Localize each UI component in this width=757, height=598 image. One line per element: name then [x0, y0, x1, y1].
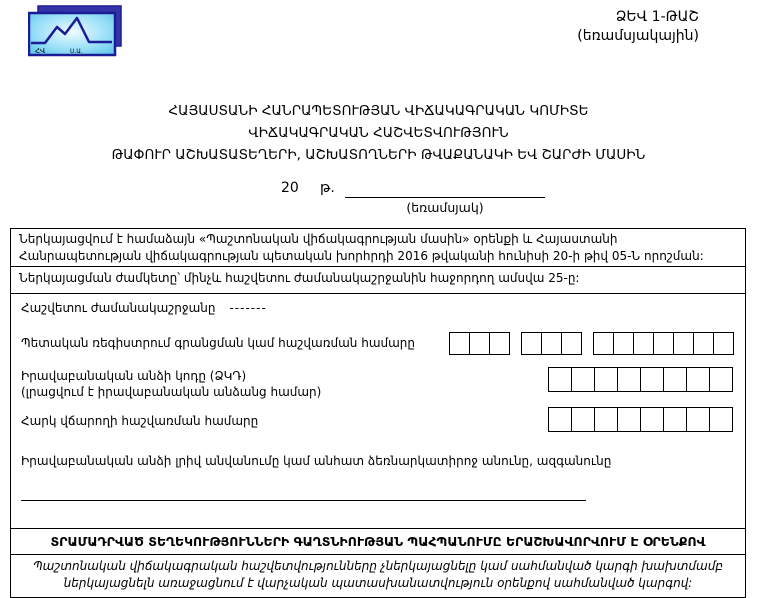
- taxpayer-number-cells[interactable]: [548, 407, 733, 432]
- liability-notice-text: Պաշտոնական վիճակագրական հաշվետվությունները չներկայացնելը կամ սահմանված կարգի խախտմամբ ներկայացնելն առաջացնում է վարչական պատասխանատվություն օրենքով սահմանված կարգով:: [33, 559, 723, 590]
- title-subject: ԹԱՓՈՒՐ ԱՇԽԱՏԱՏԵՂԵՐԻ, ԱՇԽԱՏՈՂՆԵՐԻ ԹՎԱՔԱՆԱԿԻ ԵՎ ՇԱՐԺԻ ՄԱՍԻՆ: [111, 147, 646, 163]
- fill-in-cell-group[interactable]: [593, 332, 734, 355]
- legal-basis-text: Ներկայացվում է համաձայն «Պաշտոնական վիճակագրության մասին» օրենքի և Հայաստանի Հանրապետության վիճակագրության պետական խորհրդի 2016 թվականի հունիսի 20-ի թիվ 05-Ն որոշման:: [19, 232, 704, 263]
- deadline-text: Ներկայացման ժամկետը՝ մինչև հաշվետու ժամանակաշրջանին հաջորդող ամսվա 25-ը:: [19, 271, 580, 285]
- fill-in-cell[interactable]: [521, 332, 542, 355]
- title-committee: ՀԱՅԱՍՏԱՆԻ ՀԱՆՐԱՊԵՏՈՒԹՅԱՆ ՎԻՃԱԿԱԳՐԱԿԱՆ ԿՈՄԻՏԵ: [168, 103, 589, 119]
- form-code: ՁԵՎ 1-ԹԱՇ: [615, 9, 699, 25]
- reporting-period-label: Հաշվետու ժամանակաշրջանը: [21, 301, 216, 315]
- fill-in-cell[interactable]: [713, 332, 734, 355]
- taxpayer-number-label: Հարկ վճարողի հաշվառման համարը: [21, 414, 259, 428]
- fill-in-cell[interactable]: [561, 332, 582, 355]
- fill-in-cell[interactable]: [686, 407, 710, 432]
- fill-in-cell[interactable]: [613, 332, 634, 355]
- quarter-caption: (եռամսյակ): [406, 200, 484, 215]
- confidentiality-notice-text: ՏՐԱՄԱԴՐՎԱԾ ՏԵՂԵԿՈՒԹՅՈՒՆՆԵՐԻ ԳԱՂՏՆԻՈՒԹՅԱՆ ՊԱՀՊԱՆՈՒՄԸ ԵՐԱՇԽԱՎՈՐՎՈՒՄ Է ՕՐԵՆՔՈՎ: [50, 534, 706, 549]
- fill-in-cell[interactable]: [489, 332, 510, 355]
- year-blank[interactable]: [300, 180, 316, 197]
- year-prefix: 20: [281, 180, 299, 196]
- fill-in-cell[interactable]: [653, 332, 674, 355]
- fill-in-cell[interactable]: [571, 367, 595, 392]
- identification-fields-box: [10, 293, 746, 529]
- fill-in-cell[interactable]: [686, 367, 710, 392]
- fill-in-cell[interactable]: [693, 332, 714, 355]
- fill-in-cell[interactable]: [571, 407, 595, 432]
- armstat-logo: [28, 5, 123, 57]
- reporting-period-value[interactable]: -------: [229, 301, 267, 315]
- entity-name-write-line[interactable]: [21, 477, 586, 501]
- form-periodicity: (եռամսյակային): [577, 28, 699, 44]
- fill-in-cell[interactable]: [673, 332, 694, 355]
- legal-entity-code-cells[interactable]: [548, 367, 733, 392]
- date-line: [0, 180, 757, 200]
- logo-label-left: ՀՎ: [35, 47, 46, 55]
- fill-in-cell[interactable]: [617, 367, 641, 392]
- fill-in-cell[interactable]: [548, 407, 572, 432]
- legal-entity-code-label-block: [21, 368, 441, 400]
- quarter-blank-line[interactable]: [345, 180, 545, 198]
- deadline-box: [10, 266, 746, 294]
- fill-in-cell[interactable]: [640, 367, 664, 392]
- fill-in-cell[interactable]: [594, 367, 618, 392]
- fill-in-cell[interactable]: [633, 332, 654, 355]
- fill-in-cell-group[interactable]: [521, 332, 582, 355]
- entity-name-label: Իրավաբանական անձի լրիվ անվանումը կամ անհատ ձեռնարկատիրոջ անունը, ազգանունը: [21, 454, 612, 468]
- fill-in-cell-group[interactable]: [548, 407, 733, 432]
- form-title-block: [0, 100, 757, 166]
- fill-in-cell[interactable]: [663, 407, 687, 432]
- form-code-block: [577, 8, 699, 46]
- fill-in-cell[interactable]: [709, 367, 733, 392]
- armstat-logo-graphic: [28, 5, 123, 57]
- fill-in-cell[interactable]: [663, 367, 687, 392]
- registry-number-label: Պետական ռեգիստրում գրանցման կամ հաշվառման համարը: [21, 336, 416, 350]
- legal-entity-code-label: Իրավաբանական անձի կոդը (ՁԿԴ): [21, 369, 247, 383]
- liability-notice-box: [10, 554, 746, 598]
- year-suffix: թ.: [320, 180, 335, 196]
- fill-in-cell[interactable]: [617, 407, 641, 432]
- legal-entity-code-note: (լրացվում է իրավաբանական անձանց համար): [21, 385, 322, 399]
- fill-in-cell-group[interactable]: [449, 332, 510, 355]
- fill-in-cell[interactable]: [548, 367, 572, 392]
- fill-in-cell[interactable]: [541, 332, 562, 355]
- fill-in-cell[interactable]: [469, 332, 490, 355]
- confidentiality-notice-box: [10, 528, 746, 555]
- fill-in-cell[interactable]: [709, 407, 733, 432]
- fill-in-cell[interactable]: [593, 332, 614, 355]
- registry-number-cells[interactable]: [449, 332, 734, 355]
- title-report-type: ՎԻՃԱԿԱԳՐԱԿԱՆ ՀԱՇՎԵՏՎՈՒԹՅՈՒՆ: [248, 125, 509, 141]
- legal-basis-box: [10, 228, 746, 267]
- fill-in-cell[interactable]: [594, 407, 618, 432]
- fill-in-cell[interactable]: [449, 332, 470, 355]
- reporting-period-row: [21, 301, 267, 315]
- fill-in-cell[interactable]: [640, 407, 664, 432]
- fill-in-cell-group[interactable]: [548, 367, 733, 392]
- logo-label-right: Ս.Ա.: [70, 48, 83, 55]
